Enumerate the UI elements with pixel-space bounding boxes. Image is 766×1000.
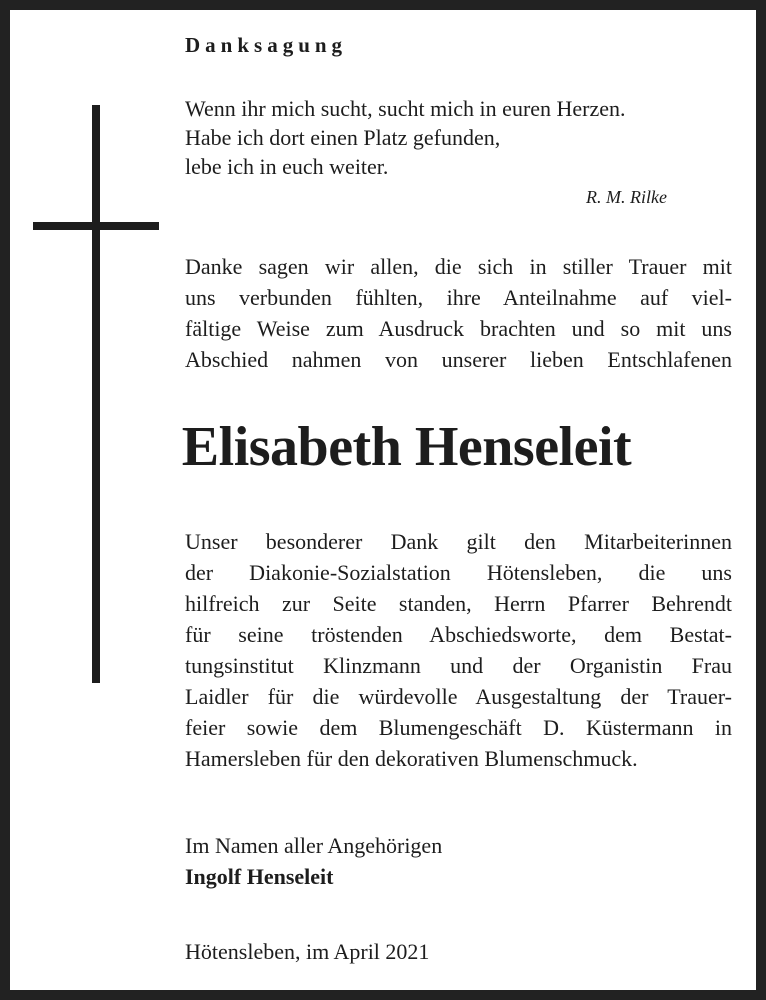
poem-author: R. M. Rilke	[586, 187, 667, 207]
poem-line: Wenn ihr mich sucht, sucht mich in euren Herzen.	[185, 96, 626, 121]
paragraph-line: uns verbunden fühlten, ihre Anteilnahme auf viel-	[185, 285, 732, 310]
signature-intro: Im Namen aller Angehörigen	[185, 833, 443, 858]
paragraph-line: für seine tröstenden Abschiedsworte, dem Bestat-	[185, 622, 732, 647]
paragraph-line: fältige Weise zum Ausdruck brachten und so mit uns	[185, 316, 732, 341]
paragraph-line: Laidler für die würdevolle Ausgestaltung der Trauer-	[185, 684, 732, 709]
cross-horizontal-bar	[33, 222, 159, 230]
thanks-special-paragraph	[185, 526, 732, 774]
paragraph-line: feier sowie dem Blumengeschäft D. Küstermann in	[185, 715, 732, 740]
poem-line: lebe ich in euch weiter.	[185, 154, 389, 179]
poem-line: Habe ich dort einen Platz gefunden,	[185, 125, 501, 150]
signature-block	[185, 830, 442, 892]
paragraph-line: Hamersleben für den dekorativen Blumenschmuck.	[185, 746, 638, 771]
thanks-intro-paragraph	[185, 251, 732, 375]
paragraph-line: der Diakonie-Sozialstation Hötensleben, die uns	[185, 560, 732, 585]
paragraph-line: Danke sagen wir allen, die sich in stiller Trauer mit	[185, 254, 732, 279]
place-date: Hötensleben, im April 2021	[185, 939, 430, 964]
paragraph-line: Abschied nahmen von unserer lieben Entschlafenen	[185, 347, 732, 372]
cross-vertical-bar	[92, 105, 100, 683]
notice-heading: Danksagung	[185, 33, 348, 57]
paragraph-line: hilfreich zur Seite standen, Herrn Pfarrer Behrendt	[185, 591, 732, 616]
poem-quote	[185, 94, 626, 181]
obituary-notice	[10, 10, 756, 990]
paragraph-line: tungsinstitut Klinzmann und der Organistin Frau	[185, 653, 732, 678]
deceased-name: Elisabeth Henseleit	[181, 416, 632, 478]
signer-name: Ingolf Henseleit	[185, 864, 334, 889]
paragraph-line: Unser besonderer Dank gilt den Mitarbeiterinnen	[185, 529, 732, 554]
